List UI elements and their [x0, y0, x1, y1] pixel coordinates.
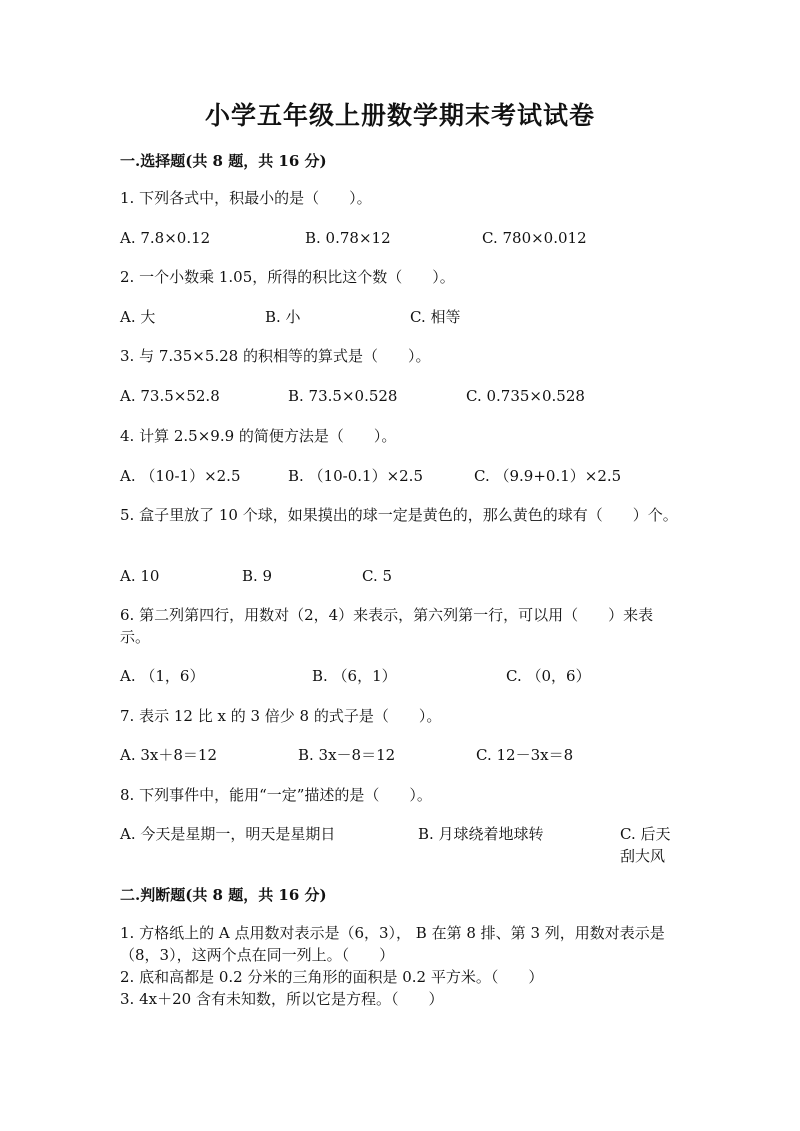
page-title: 小学五年级上册数学期末考试试卷 — [204, 101, 595, 130]
judgement-question: 3. 4x＋20 含有未知数，所以它是方程。（ ） — [120, 990, 444, 1008]
option-c: C. 5 — [362, 567, 393, 585]
option-b: B. （10-0.1）×2.5 — [288, 467, 423, 485]
option-a: A. 7.8×0.12 — [120, 229, 211, 247]
option-a: A. （10-1）×2.5 — [120, 467, 241, 485]
option-c: C. 12－3x＝8 — [476, 746, 574, 764]
judgement-question: 1. 方格纸上的 A 点用数对表示是（6，3）， B 在第 8 排、第 3 列，用数对表示是（8，3），这两个点在同一列上。（ ） — [120, 924, 665, 964]
question-stem: 7. 表示 12 比 x 的 3 倍少 8 的式子是（ ）。 — [120, 707, 442, 725]
question-stem: 8. 下列事件中，能用“一定”描述的是（ ）。 — [120, 786, 432, 804]
question-stem: 3. 与 7.35×5.28 的积相等的算式是（ ）。 — [120, 347, 431, 365]
option-c: C. （9.9+0.1）×2.5 — [474, 467, 622, 485]
option-a: A. 3x＋8＝12 — [120, 746, 218, 764]
option-b: B. 73.5×0.528 — [288, 387, 398, 405]
question-stem: 6. 第二列第四行，用数对（2，4）来表示，第六列第一行，可以用（ ）来表示。 — [120, 606, 654, 646]
question-stem: 5. 盒子里放了 10 个球，如果摸出的球一定是黄色的，那么黄色的球有（ ）个。 — [120, 506, 678, 524]
option-a: A. 大 — [120, 308, 156, 326]
option-b: B. 0.78×12 — [305, 229, 391, 247]
option-a: A. 10 — [120, 567, 160, 585]
option-a: A. 73.5×52.8 — [120, 387, 220, 405]
option-b: B. 月球绕着地球转 — [418, 825, 544, 843]
question-stem: 2. 一个小数乘 1.05，所得的积比这个数（ ）。 — [120, 268, 455, 286]
question-stem: 4. 计算 2.5×9.9 的简便方法是（ ）。 — [120, 427, 397, 445]
question-stem: 1. 下列各式中，积最小的是（ ）。 — [120, 189, 372, 207]
option-b: B. 9 — [242, 567, 273, 585]
section-heading-judgement: 二.判断题(共 8 题，共 16 分) — [120, 886, 327, 904]
option-c: C. （0，6） — [506, 667, 591, 685]
option-b: B. 小 — [265, 308, 301, 326]
option-b: B. （6，1） — [312, 667, 397, 685]
judgement-question: 2. 底和高都是 0.2 分米的三角形的面积是 0.2 平方米。（ ） — [120, 968, 544, 986]
option-c: C. 相等 — [410, 308, 461, 326]
section-heading-choice: 一.选择题(共 8 题，共 16 分) — [120, 152, 327, 170]
option-a: A. 今天是星期一，明天是星期日 — [120, 825, 336, 843]
option-c: C. 0.735×0.528 — [466, 387, 585, 405]
option-b: B. 3x－8＝12 — [298, 746, 396, 764]
option-c: C. 780×0.012 — [482, 229, 587, 247]
option-c: C. 后天刮大风 — [620, 825, 671, 865]
option-a: A. （1，6） — [120, 667, 205, 685]
